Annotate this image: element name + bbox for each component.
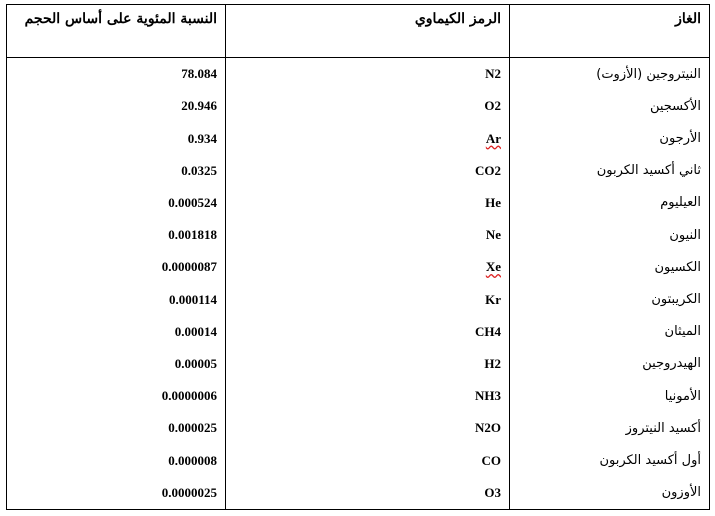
gas-cell: الأوزون	[510, 477, 710, 510]
gas-cell: أكسيد النيتروز	[510, 412, 710, 444]
gas-cell: النيون	[510, 219, 710, 251]
percent-cell: 20.946	[7, 90, 226, 122]
table-row	[7, 283, 710, 315]
symbol-cell: Kr	[226, 283, 510, 315]
table-row	[7, 316, 710, 348]
percent-cell: 0.0000087	[7, 251, 226, 283]
gas-cell: ثاني أكسيد الكربون	[510, 155, 710, 187]
gas-cell: الكسيون	[510, 251, 710, 283]
percent-cell: 0.0000006	[7, 380, 226, 412]
table-row	[7, 251, 710, 283]
spellcheck-underlined-symbol: Xe	[485, 259, 501, 275]
gas-cell: الأكسجين	[510, 90, 710, 122]
table-row	[7, 58, 710, 91]
table-row	[7, 412, 710, 444]
table-row	[7, 155, 710, 187]
table-row	[7, 380, 710, 412]
gas-cell: الكريبتون	[510, 283, 710, 315]
symbol-cell: Ne	[226, 219, 510, 251]
gas-cell: الهيدروجين	[510, 348, 710, 380]
gas-cell: الأرجون	[510, 122, 710, 154]
symbol-cell: CO	[226, 444, 510, 476]
percent-cell: 0.00014	[7, 316, 226, 348]
percent-cell: 0.0325	[7, 155, 226, 187]
percent-cell: 0.0000025	[7, 477, 226, 510]
table-row	[7, 90, 710, 122]
symbol-cell: CH4	[226, 316, 510, 348]
percent-cell: 0.00005	[7, 348, 226, 380]
table-row	[7, 348, 710, 380]
gas-composition-table	[6, 4, 710, 510]
percent-cell: 0.934	[7, 122, 226, 154]
percent-cell: 0.000025	[7, 412, 226, 444]
symbol-cell: O3	[226, 477, 510, 510]
table-header	[7, 5, 710, 58]
percent-cell: 0.000008	[7, 444, 226, 476]
symbol-cell	[226, 122, 510, 154]
spellcheck-underlined-symbol: Ar	[485, 130, 501, 146]
symbol-cell: N2O	[226, 412, 510, 444]
percent-cell: 0.001818	[7, 219, 226, 251]
symbol-cell: CO2	[226, 155, 510, 187]
table-row	[7, 219, 710, 251]
percent-cell: 78.084	[7, 58, 226, 91]
gas-cell: العيليوم	[510, 187, 710, 219]
header-symbol: الرمز الكيماوي	[226, 5, 510, 58]
symbol-cell: N2	[226, 58, 510, 91]
gas-composition-table-wrapper	[6, 4, 709, 510]
symbol-cell: He	[226, 187, 510, 219]
table-row	[7, 187, 710, 219]
gas-cell: النيتروجين (الأزوت)	[510, 58, 710, 91]
table-row	[7, 477, 710, 510]
gas-cell: الميثان	[510, 316, 710, 348]
percent-cell: 0.000114	[7, 283, 226, 315]
symbol-cell	[226, 251, 510, 283]
gas-cell: أول أكسيد الكربون	[510, 444, 710, 476]
symbol-cell: H2	[226, 348, 510, 380]
percent-cell: 0.000524	[7, 187, 226, 219]
header-percent: النسبة المئوية على أساس الحجم	[7, 5, 226, 58]
symbol-cell: NH3	[226, 380, 510, 412]
symbol-cell: O2	[226, 90, 510, 122]
gas-cell: الأمونيا	[510, 380, 710, 412]
header-gas: الغاز	[510, 5, 710, 58]
table-body	[7, 58, 710, 510]
table-row	[7, 122, 710, 154]
table-row	[7, 444, 710, 476]
header-row	[7, 5, 710, 58]
